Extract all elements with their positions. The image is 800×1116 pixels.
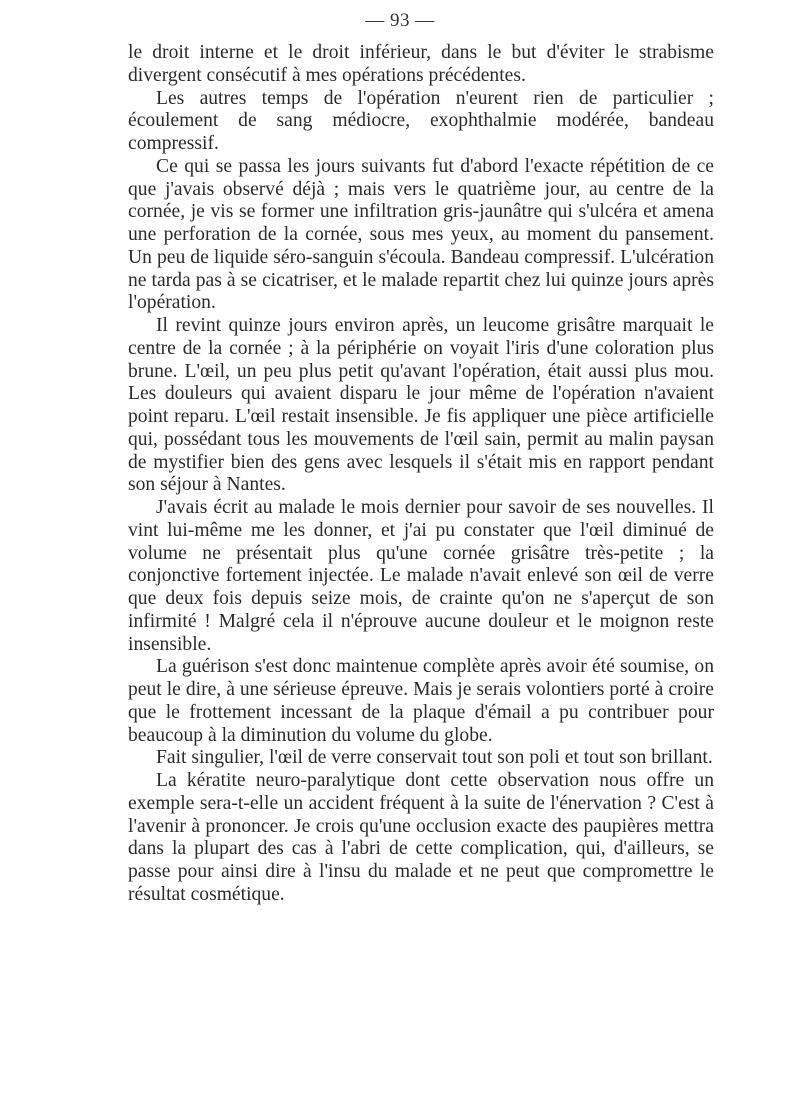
- page-text: [128, 42, 714, 907]
- page-number: — 93 —: [365, 10, 435, 31]
- paragraph-2: Les autres temps de l'opération n'eurent rien de particulier ; écoulement de sang médiocre, exophthalmie modérée, bandeau compressif.: [128, 87, 714, 154]
- paragraph-7: Fait singulier, l'œil de verre conservait tout son poli et tout son brillant.: [156, 747, 713, 769]
- paragraph-3: Ce qui se passa les jours suivants fut d'abord l'exacte répétition de ce que j'avais observé déjà ; mais vers le quatrième jour, au centre de la cornée, je vis se former une infiltration gris-jaunâtre qui s'ulcéra et amena une perforation de la cornée, sous mes yeux, au moment du pansement. Un peu de liquide séro-sanguin s'écoula. Bandeau compressif. L'ulcération ne tarda pas à se cicatriser, et le malade repartit chez lui quinze jours après l'opération.: [128, 155, 714, 314]
- paragraph-8: La kératite neuro-paralytique dont cette observation nous offre un exemple sera-t-elle un accident fréquent à la suite de l'énervation ? C'est à l'avenir à prononcer. Je crois qu'une occlusion exacte des paupières mettra dans la plupart des cas à l'abri de cette complication, qui, d'ailleurs, se passe pour ainsi dire à l'insu du malade et ne peut que compromettre le résultat cosmétique.: [128, 770, 714, 905]
- paragraph-5: J'avais écrit au malade le mois dernier pour savoir de ses nouvelles. Il vint lui-même me les donner, et j'ai pu constater que l'œil diminué de volume ne présentait plus qu'une cornée grisâtre très-petite ; la conjonctive fortement injectée. Le malade n'avait enlevé son œil de verre que deux fois depuis seize mois, de crainte qu'on ne s'aperçut de son infirmité ! Malgré cela il n'éprouve aucune douleur et le moignon reste insensible.: [128, 497, 714, 655]
- paragraph-1: le droit interne et le droit inférieur, dans le but d'éviter le strabisme divergent consécutif à mes opérations précédentes.: [128, 42, 714, 86]
- paragraph-6: La guérison s'est donc maintenue complète après avoir été soumise, on peut le dire, à une sérieuse épreuve. Mais je serais volontiers porté à croire que le frottement incessant de la plaque d'émail a pu contribuer pour beaucoup à la diminution du volume du globe.: [128, 656, 714, 746]
- paragraph-4: Il revint quinze jours environ après, un leucome grisâtre marquait le centre de la cornée ; à la périphérie on voyait l'iris d'une coloration plus brune. L'œil, un peu plus petit qu'avant l'opération, était aussi plus mou. Les douleurs qui avaient disparu le jour même de l'opération n'avaient point reparu. L'œil restait insensible. Je fis appliquer une pièce artificielle qui, possédant tous les mouvements de l'œil sain, permit au malin paysan de mystifier bien des gens avec lesquels il s'était mis en rapport pendant son séjour à Nantes.: [128, 315, 714, 496]
